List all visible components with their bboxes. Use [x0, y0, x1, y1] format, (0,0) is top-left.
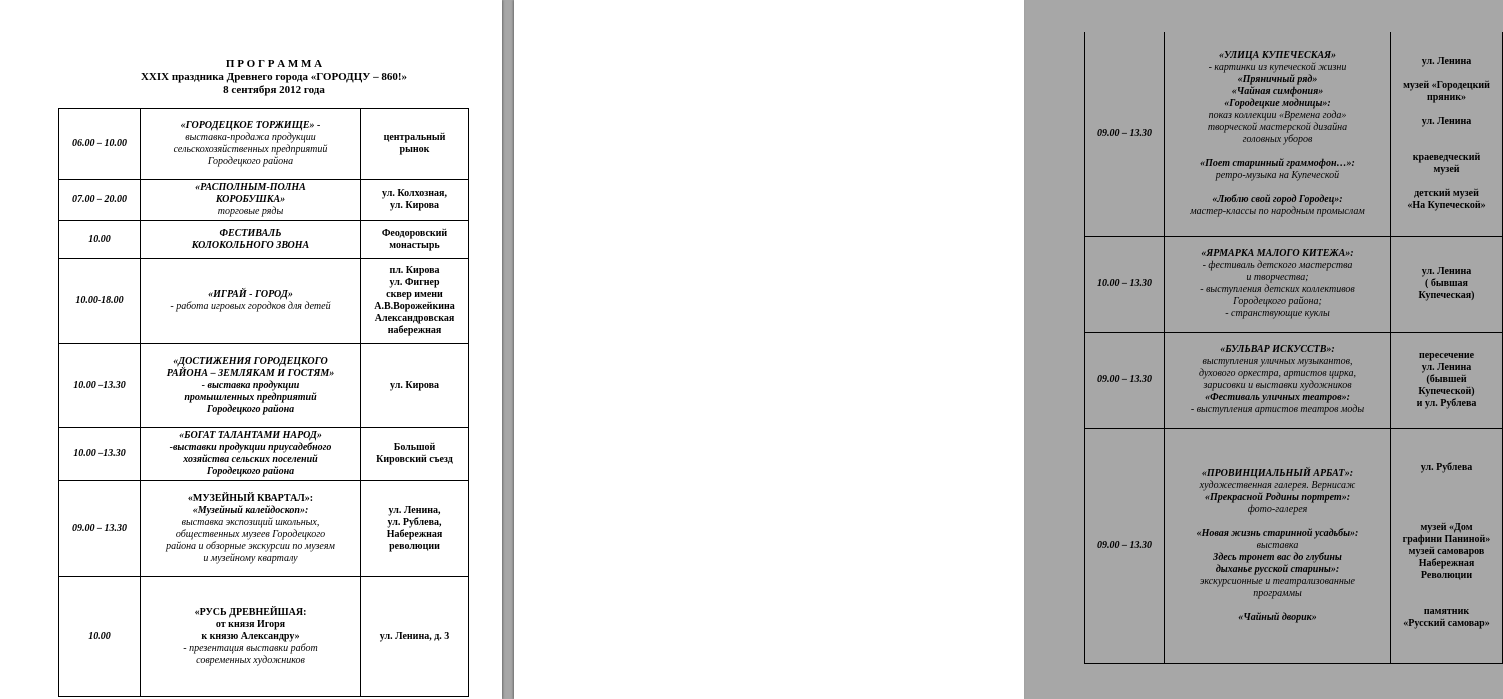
event-description: [141, 221, 361, 259]
location-line: сквер имени: [386, 289, 443, 300]
event-line: выставка экспозиций школьных,: [181, 516, 320, 528]
location-line: ул. Фигнер: [389, 277, 440, 288]
event-line: «ГОРОДЕЦКОЕ ТОРЖИЩЕ» -: [180, 120, 321, 131]
event-time: 09.00 – 13.30: [1085, 32, 1165, 236]
event-line: «МУЗЕЙНЫЙ КВАРТАЛ»:: [187, 492, 314, 504]
event-line: - работа игровых городков для детей: [170, 301, 331, 312]
schedule-row: [59, 180, 469, 221]
location-line: ул. Ленина: [1421, 266, 1472, 277]
event-line: - фестиваль детского мастерства: [1202, 260, 1353, 271]
location-line: ул. Кирова: [389, 200, 440, 211]
schedule-row: [59, 577, 469, 697]
event-line: и творчества;: [1246, 272, 1309, 283]
location-line: [1394, 498, 1499, 510]
event-line: Городецкого района;: [1233, 296, 1322, 307]
location-line: ул. Ленина: [1421, 362, 1472, 373]
event-line: «Новая жизнь старинной усадьбы»:: [1196, 527, 1359, 539]
event-time: 10.00-18.00: [59, 259, 141, 344]
event-description: [141, 428, 361, 481]
event-line: «Поет старинный граммофон…»:: [1200, 157, 1355, 169]
event-line: хозяйства сельских поселений: [183, 454, 318, 465]
location-line: и ул. Рублева: [1416, 398, 1477, 409]
location-line: [1394, 582, 1499, 594]
location-line: музей «Дом: [1420, 521, 1473, 533]
event-line: и музейному кварталу: [203, 552, 298, 564]
event-line: - презентация выставки работ: [183, 642, 318, 654]
event-line: выставка-продажа продукции: [185, 132, 316, 143]
event-line: торговые ряды: [217, 206, 284, 217]
event-line: «РУСЬ ДРЕВНЕЙШАЯ:: [194, 606, 307, 618]
event-line: Городецкого района: [207, 156, 294, 167]
location-line: Большой: [393, 442, 436, 453]
event-line: к князю Александру»: [201, 630, 300, 642]
location-line: [1394, 176, 1499, 188]
event-line: «Чайный дворик»: [1238, 611, 1317, 623]
event-line: программы: [1253, 587, 1302, 599]
event-line: - странствующие куклы: [1225, 308, 1330, 319]
event-description: [141, 481, 361, 577]
event-line: «ДОСТИЖЕНИЯ ГОРОДЕЦКОГО: [173, 355, 328, 367]
event-location: [1391, 32, 1503, 236]
event-description: [141, 577, 361, 697]
event-line: [1168, 146, 1387, 158]
event-line: - выступления артистов театров моды: [1190, 404, 1365, 415]
document-page-right: [514, 0, 1491, 699]
location-line: центральный: [383, 132, 446, 143]
location-line: революции: [389, 540, 440, 552]
schedule-row: [59, 221, 469, 259]
event-line: «Музейный калейдоскоп»:: [192, 504, 309, 516]
location-line: ул. Рублева: [1420, 461, 1473, 473]
program-title: П Р О Г Р А М М А: [225, 58, 323, 70]
location-line: музей «Городецкий: [1403, 79, 1490, 91]
event-line: [1168, 516, 1387, 528]
location-line: Кировский съезд: [376, 454, 453, 465]
event-line: ФЕСТИВАЛЬ: [219, 227, 282, 239]
location-line: ул. Ленина, д. 3: [379, 630, 450, 642]
location-line: Александровская: [374, 313, 455, 324]
location-line: [1394, 510, 1499, 522]
event-line: экскурсионные и театрализованные: [1200, 575, 1355, 587]
event-line: «Пряничный ряд»: [1237, 73, 1318, 85]
event-line: района и обзорные экскурсии по музеям: [166, 540, 335, 552]
schedule-row: [59, 344, 469, 428]
location-line: памятник: [1423, 605, 1470, 617]
event-line: [1168, 600, 1387, 612]
location-line: [1394, 68, 1499, 80]
event-line: - картинки из купеческой жизни: [1208, 61, 1347, 73]
location-line: пряник»: [1426, 91, 1467, 103]
location-line: пл. Кирова: [389, 265, 440, 276]
event-line: общественных музеев Городецкого: [175, 528, 326, 540]
program-subtitle: XXIX праздника Древнего города «ГОРОДЦУ – 860!»: [140, 71, 408, 83]
event-line: мастер-классы по народным промыслам: [1190, 205, 1365, 217]
schedule-table-left: [58, 108, 469, 697]
location-line: Купеческой): [1418, 386, 1475, 397]
event-location: [361, 180, 469, 221]
event-line: «ЯРМАРКА МАЛОГО КИТЕЖА»:: [1201, 248, 1354, 259]
event-line: «УЛИЦА КУПЕЧЕСКАЯ»: [1218, 49, 1337, 61]
location-line: ул. Колхозная,: [382, 188, 447, 199]
event-line: Городецкого района: [206, 466, 295, 477]
event-time: 10.00 –13.30: [59, 428, 141, 481]
location-line: «Русский самовар»: [1403, 617, 1490, 629]
event-time: 10.00: [59, 577, 141, 697]
event-line: «Прекрасной Родины портрет»:: [1204, 491, 1351, 503]
event-time: 10.00: [59, 221, 141, 259]
schedule-row: [59, 481, 469, 577]
document-page-left: [0, 0, 502, 699]
event-time: 10.00 – 13.30: [1085, 236, 1165, 332]
event-line: [1168, 182, 1387, 194]
event-location: [1391, 332, 1503, 428]
location-line: графини Паниной»: [1402, 533, 1491, 545]
schedule-row: [1085, 428, 1503, 663]
event-line: фото-галерея: [1247, 503, 1308, 515]
event-line: современных художников: [196, 654, 305, 666]
event-line: промышленных предприятий: [184, 391, 317, 403]
event-line: РАЙОНА – ЗЕМЛЯКАМ И ГОСТЯМ»: [166, 367, 335, 379]
event-line: «Городецкие модницы»:: [1224, 97, 1331, 109]
event-location: [1391, 236, 1503, 332]
location-line: [1394, 128, 1499, 140]
location-line: монастырь: [389, 239, 440, 251]
location-line: Феодоровский: [381, 227, 448, 239]
location-line: музей самоваров: [1408, 545, 1485, 557]
event-line: «Фестиваль уличных театров»:: [1205, 392, 1350, 403]
location-line: краеведческий: [1412, 151, 1481, 163]
location-line: ( бывшая: [1425, 278, 1468, 289]
event-line: «ИГРАЙ - ГОРОД»: [208, 289, 293, 300]
event-line: КОЛОКОЛЬНОГО ЗВОНА: [191, 239, 310, 251]
location-line: ул. Ленина: [1421, 55, 1472, 67]
event-location: [361, 577, 469, 697]
location-line: (бывшей: [1426, 374, 1467, 385]
location-line: Революции: [1420, 569, 1473, 581]
schedule-row: [59, 259, 469, 344]
schedule-table-right: [1084, 32, 1503, 664]
location-line: Набережная: [386, 528, 443, 540]
event-line: «РАСПОЛНЫМ-ПОЛНА: [195, 182, 306, 193]
schedule-row: [59, 109, 469, 180]
event-time: 09.00 – 13.30: [1085, 428, 1165, 663]
event-location: [361, 481, 469, 577]
location-line: ул. Кирова: [389, 379, 440, 391]
event-line: от князя Игоря: [215, 618, 286, 630]
location-line: ул. Ленина: [1421, 115, 1472, 127]
location-line: [1394, 104, 1499, 116]
event-line: «ПРОВИНЦИАЛЬНЫЙ АРБАТ»:: [1201, 467, 1354, 479]
event-time: 10.00 –13.30: [59, 344, 141, 428]
schedule-row: [1085, 332, 1503, 428]
event-time: 07.00 – 20.00: [59, 180, 141, 221]
location-line: [1394, 474, 1499, 486]
event-location: [1391, 428, 1503, 663]
program-date: 8 сентября 2012 года: [223, 84, 325, 96]
event-line: Городецкого района: [206, 403, 295, 415]
event-line: -выставки продукции приусадебного: [169, 442, 332, 453]
event-description: [1165, 32, 1391, 236]
event-line: «БУЛЬВАР ИСКУССТВ»:: [1220, 344, 1335, 355]
event-line: ретро-музыка на Купеческой: [1215, 169, 1340, 181]
event-description: [141, 180, 361, 221]
event-line: показ коллекции «Времена года»: [1208, 109, 1347, 121]
event-line: «БОГАТ ТАЛАНТАМИ НАРОД»: [179, 430, 322, 441]
event-location: [361, 344, 469, 428]
location-line: набережная: [387, 325, 442, 336]
event-location: [361, 259, 469, 344]
event-description: [141, 109, 361, 180]
event-line: сельскохозяйственных предприятий: [173, 144, 328, 155]
event-line: Здесь тронет вас до глубины: [1213, 551, 1342, 563]
event-line: творческой мастерской дизайна: [1207, 121, 1348, 133]
schedule-row: [59, 428, 469, 481]
location-line: [1394, 594, 1499, 606]
event-line: головных уборов: [1242, 133, 1313, 145]
event-description: [141, 259, 361, 344]
event-line: - выставка продукции: [201, 379, 300, 391]
location-line: ул. Ленина,: [388, 504, 441, 516]
location-line: [1394, 486, 1499, 498]
location-line: детский музей: [1414, 187, 1479, 199]
event-line: «Люблю свой город Городец»:: [1212, 193, 1343, 205]
event-time: 06.00 – 10.00: [59, 109, 141, 180]
location-line: «На Купеческой»: [1407, 199, 1486, 211]
location-line: Набережная: [1418, 557, 1475, 569]
location-line: рынок: [399, 144, 430, 155]
location-line: [1394, 140, 1499, 152]
location-line: пересечение: [1418, 350, 1475, 361]
location-line: музей: [1433, 163, 1460, 175]
event-line: выставка: [1256, 539, 1299, 551]
event-line: дыханье русской старины»:: [1215, 563, 1340, 575]
event-description: [1165, 236, 1391, 332]
event-line: КОРОБУШКА»: [215, 194, 286, 205]
event-line: художественная галерея. Вернисаж: [1199, 479, 1356, 491]
event-line: зарисовки и выставки художников: [1203, 380, 1352, 391]
event-description: [1165, 428, 1391, 663]
event-line: выступления уличных музыкантов,: [1202, 356, 1353, 367]
event-line: «Чайная симфония»: [1231, 85, 1324, 97]
event-line: духового оркестра, артистов цирка,: [1199, 368, 1356, 379]
event-description: [1165, 332, 1391, 428]
event-location: [361, 428, 469, 481]
event-time: 09.00 – 13.30: [59, 481, 141, 577]
event-location: [361, 221, 469, 259]
event-time: 09.00 – 13.30: [1085, 332, 1165, 428]
location-line: ул. Рублева,: [387, 516, 442, 528]
event-location: [361, 109, 469, 180]
schedule-row: [1085, 236, 1503, 332]
location-line: А.В.Ворожейкина: [374, 301, 455, 312]
event-description: [141, 344, 361, 428]
event-line: - выступления детских коллективов: [1200, 284, 1355, 295]
location-line: Купеческая): [1418, 290, 1475, 301]
schedule-row: [1085, 32, 1503, 236]
